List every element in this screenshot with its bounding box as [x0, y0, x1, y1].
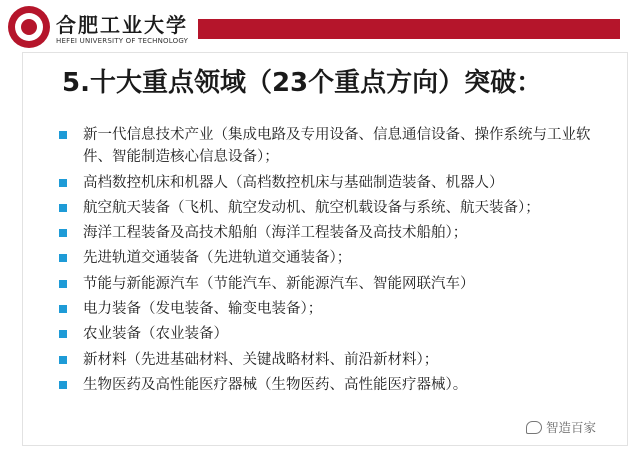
university-logo-icon	[8, 6, 50, 48]
bullet-square-icon	[59, 381, 67, 389]
list-item-text: 电力装备（发电装备、输变电装备）；	[83, 301, 323, 318]
list-item	[57, 247, 605, 269]
list-item-text: 新材料（先进基础材料、关键战略材料、前沿新材料）；	[83, 351, 439, 368]
list-item-text: 生物医药及高性能医疗器械（生物医药、高性能医疗器械）。	[83, 376, 468, 393]
header-red-band	[198, 19, 620, 39]
bullet-list	[57, 124, 605, 399]
list-item-text: 农业装备（农业装备）	[83, 326, 228, 343]
bullet-square-icon	[59, 131, 67, 139]
watermark	[526, 418, 596, 436]
list-item	[57, 323, 605, 345]
list-item	[57, 124, 605, 169]
header-bar	[0, 0, 640, 52]
bullet-square-icon	[59, 229, 67, 237]
bullet-square-icon	[59, 305, 67, 313]
wechat-icon	[526, 421, 542, 434]
list-item	[57, 197, 605, 219]
university-name-cn: 合肥工业大学	[56, 13, 188, 37]
university-name-en: HEFEI UNIVERSITY OF TECHNOLOGY	[56, 37, 189, 45]
list-item-text: 节能与新能源汽车（节能汽车、新能源汽车、智能网联汽车）	[83, 275, 475, 292]
list-item	[57, 222, 605, 244]
list-item	[57, 349, 605, 371]
bullet-square-icon	[59, 356, 67, 364]
list-item	[57, 374, 605, 396]
list-item	[57, 298, 605, 320]
list-item	[57, 273, 605, 295]
bullet-square-icon	[59, 280, 67, 288]
slide-title: 5.十大重点领域（23个重点方向）突破：	[62, 68, 543, 98]
bullet-square-icon	[59, 179, 67, 187]
list-item-text: 新一代信息技术产业（集成电路及专用设备、信息通信设备、操作系统与工业软件、智能制造核心信息设备）；	[83, 127, 591, 166]
watermark-text: 智造百家	[546, 420, 597, 435]
list-item-text: 先进轨道交通装备（先进轨道交通装备）；	[83, 250, 352, 267]
list-item-text: 航空航天装备（飞机、航空发动机、航空机载设备与系统、航天装备）；	[83, 199, 540, 216]
bullet-square-icon	[59, 330, 67, 338]
bullet-square-icon	[59, 254, 67, 262]
list-item	[57, 172, 605, 194]
list-item-text: 高档数控机床和机器人（高档数控机床与基础制造装备、机器人）	[83, 174, 504, 191]
list-item-text: 海洋工程装备及高技术船舶（海洋工程装备及高技术船舶）；	[83, 225, 468, 242]
bullet-square-icon	[59, 204, 67, 212]
